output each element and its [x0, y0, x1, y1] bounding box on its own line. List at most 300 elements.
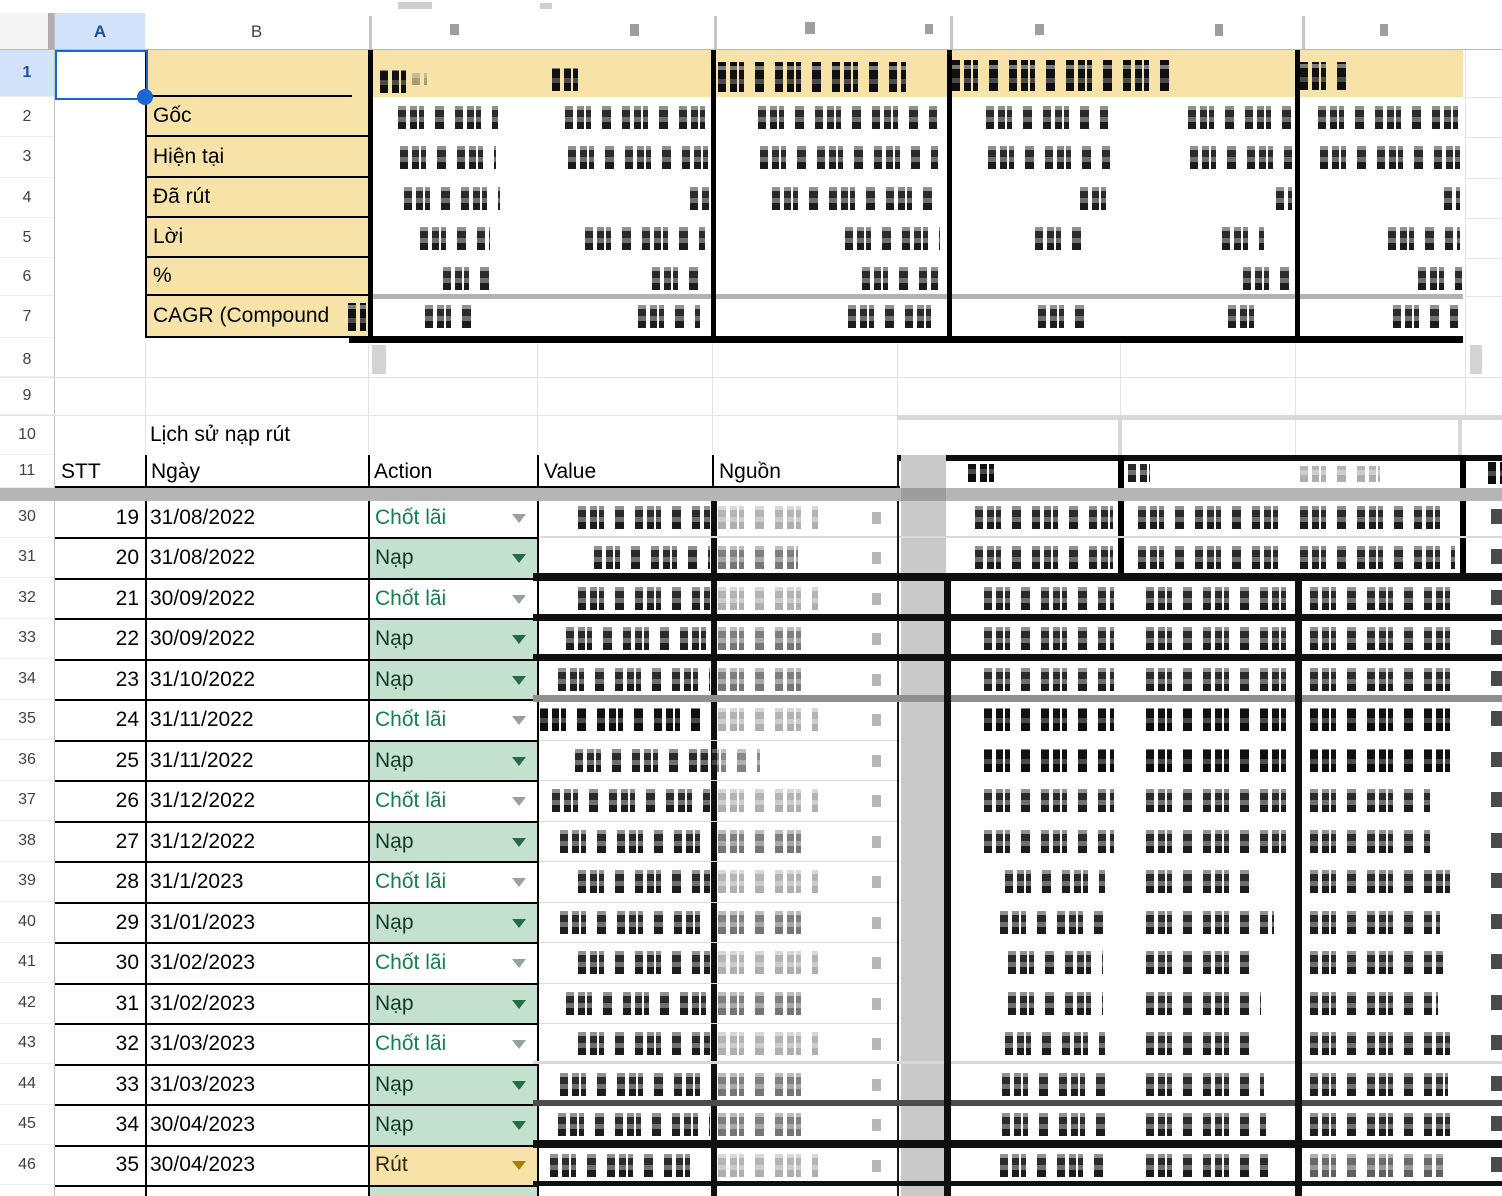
redacted-number — [1310, 708, 1456, 731]
chevron-down-icon[interactable] — [512, 1000, 526, 1009]
history-header-nguon[interactable]: Nguồn — [713, 455, 897, 488]
redacted-number — [1146, 951, 1251, 974]
row-header[interactable]: 43 — [0, 1023, 54, 1064]
redacted-number — [1008, 992, 1103, 1015]
redacted-number — [1146, 1113, 1266, 1136]
chevron-down-icon[interactable] — [512, 595, 526, 604]
redacted-number — [984, 830, 1114, 853]
scroll-remnant — [540, 3, 552, 9]
table-row — [0, 1104, 1502, 1145]
stt-cell[interactable]: 30 — [115, 950, 139, 974]
chevron-down-icon[interactable] — [512, 1040, 526, 1049]
redacted-number — [984, 627, 1114, 650]
redacted-value — [566, 627, 710, 650]
table-row — [0, 1023, 1502, 1064]
table-row — [0, 740, 1502, 781]
table-row — [0, 497, 1502, 538]
box-border — [1295, 50, 1300, 343]
action-dropdown[interactable] — [369, 1023, 539, 1064]
action-dropdown[interactable] — [369, 902, 539, 943]
redacted-source — [718, 870, 818, 893]
redacted-edge — [1491, 995, 1502, 1010]
redacted-number — [1310, 1032, 1450, 1055]
summary-label[interactable]: % — [145, 258, 368, 296]
redacted-source — [718, 587, 818, 610]
redacted-number — [984, 749, 1114, 772]
summary-label[interactable]: Hiện tại — [145, 137, 368, 178]
redacted-edge — [1491, 711, 1502, 726]
stt-cell[interactable]: 31 — [115, 991, 139, 1015]
redacted-value — [594, 546, 710, 569]
row-header[interactable]: 10 — [0, 415, 54, 455]
redacted-number — [1310, 870, 1456, 893]
redacted-column-letter — [805, 22, 815, 34]
date-cell[interactable]: 31/1/2023 — [150, 869, 244, 893]
redacted-value — [578, 951, 710, 974]
row-header[interactable]: 34 — [0, 659, 54, 700]
redacted-mark — [872, 633, 881, 645]
header-separator — [950, 16, 953, 50]
action-label: Nạp — [375, 1112, 414, 1136]
redacted-number — [1000, 1154, 1110, 1177]
chevron-down-icon[interactable] — [512, 1121, 526, 1130]
summary-blank-cell[interactable] — [145, 50, 368, 97]
redacted-number — [1146, 749, 1288, 772]
stt-cell[interactable]: 27 — [115, 829, 139, 853]
action-label: Nạp — [375, 829, 414, 853]
row-header[interactable]: 31 — [0, 537, 54, 578]
stt-cell[interactable]: 33 — [115, 1072, 139, 1096]
table-row — [0, 578, 1502, 619]
redacted-mark — [872, 998, 881, 1010]
chevron-down-icon[interactable] — [512, 919, 526, 928]
redacted-number — [1310, 789, 1430, 812]
redacted-number — [1310, 1073, 1448, 1096]
redacted-mark — [872, 1079, 881, 1091]
row-header[interactable]: 5 — [0, 218, 54, 258]
redacted-edge — [1491, 590, 1502, 605]
row-header[interactable]: 38 — [0, 821, 54, 862]
action-dropdown[interactable] — [369, 821, 539, 862]
redacted-number — [1146, 668, 1288, 691]
summary-label[interactable]: CAGR (Compound — [145, 296, 368, 338]
action-dropdown[interactable] — [369, 1145, 539, 1185]
table-row — [0, 537, 1502, 578]
date-cell[interactable]: 31/11/2022 — [150, 748, 254, 772]
action-label: Nạp — [375, 626, 414, 650]
redacted-number — [1310, 992, 1438, 1015]
redacted-number — [1146, 830, 1288, 853]
redacted-header — [1128, 464, 1150, 482]
redacted-number — [975, 506, 1113, 529]
table-row — [0, 861, 1502, 902]
redacted-edge — [1491, 671, 1502, 686]
row-header[interactable]: 3 — [0, 137, 54, 178]
hidden-rows-divider[interactable] — [0, 488, 1502, 501]
redacted-edge — [1491, 1076, 1502, 1091]
row-header[interactable]: 8 — [0, 343, 54, 377]
history-header-ngay[interactable]: Ngày — [145, 455, 368, 488]
redacted-number — [984, 789, 1114, 812]
redacted-number — [1300, 506, 1450, 529]
date-cell[interactable]: 31/11/2022 — [150, 707, 254, 731]
summary-values-row — [0, 178, 1502, 218]
chevron-down-icon[interactable] — [512, 716, 526, 725]
redacted-edge — [1491, 873, 1502, 888]
date-cell[interactable]: 31/03/2023 — [150, 1072, 256, 1096]
redacted-value — [560, 830, 710, 853]
redacted-source — [718, 506, 818, 529]
redacted-source — [718, 708, 818, 731]
redacted-source — [718, 1073, 803, 1096]
row-header[interactable]: 36 — [0, 740, 54, 781]
summary-label[interactable]: Lời — [145, 218, 368, 258]
row-header[interactable]: 32 — [0, 578, 54, 619]
redacted-number — [1138, 506, 1282, 529]
summary-values-row — [0, 296, 1502, 338]
redacted-edge — [1491, 792, 1502, 807]
redacted-number — [1310, 587, 1456, 610]
redacted-number — [1146, 911, 1274, 934]
redacted-source — [718, 627, 808, 650]
redacted-value — [550, 1154, 690, 1177]
redacted-edge — [1491, 630, 1502, 645]
fill-handle[interactable] — [137, 89, 153, 105]
redacted-value — [558, 1113, 710, 1136]
redacted-column-letter — [1380, 24, 1388, 36]
thick-border — [897, 455, 1502, 461]
redacted-number — [1300, 546, 1455, 569]
action-label: Chốt lãi — [375, 586, 447, 610]
header-separator — [714, 16, 717, 50]
stt-cell[interactable]: 35 — [115, 1153, 139, 1176]
redacted-mark — [872, 552, 881, 564]
action-dropdown[interactable] — [369, 699, 539, 740]
redacted-value — [578, 506, 710, 529]
table-row — [0, 1145, 1502, 1185]
stt-cell[interactable]: 28 — [115, 869, 139, 893]
redacted-value — [578, 1032, 710, 1055]
redacted-value — [578, 587, 710, 610]
row-header[interactable]: 39 — [0, 861, 54, 902]
redacted-edge — [1491, 1157, 1502, 1172]
redacted-mark — [872, 512, 881, 524]
row-header[interactable]: 44 — [0, 1064, 54, 1105]
stt-cell[interactable]: 29 — [115, 910, 139, 934]
spill-marker — [1470, 345, 1482, 374]
redacted-source — [718, 951, 818, 974]
stt-cell[interactable]: 32 — [115, 1031, 139, 1055]
redacted-source — [718, 911, 803, 934]
redacted-number — [984, 587, 1114, 610]
chevron-down-icon[interactable] — [512, 838, 526, 847]
redacted-edge — [1491, 914, 1502, 929]
redacted-number — [984, 708, 1114, 731]
selected-cell-a1[interactable] — [55, 50, 148, 100]
chevron-down-icon[interactable] — [512, 635, 526, 644]
gray-border — [1118, 420, 1122, 455]
chevron-down-icon[interactable] — [512, 878, 526, 887]
action-dropdown[interactable] — [369, 537, 539, 578]
redacted-edge — [1491, 833, 1502, 848]
action-label: Nạp — [375, 545, 414, 569]
partial-row-action-cell — [369, 1187, 539, 1196]
history-header-action[interactable]: Action — [368, 455, 537, 488]
action-label: Nạp — [375, 667, 414, 691]
redacted-value — [552, 789, 710, 812]
redacted-number — [1146, 789, 1288, 812]
row-header[interactable]: 40 — [0, 902, 54, 943]
date-cell[interactable]: 31/08/2022 — [150, 505, 256, 529]
redacted-edge — [1491, 549, 1502, 564]
header-separator — [369, 16, 372, 50]
action-label: Chốt lãi — [375, 788, 447, 812]
chevron-down-icon[interactable] — [512, 797, 526, 806]
redacted-mark — [872, 795, 881, 807]
date-cell[interactable]: 31/10/2022 — [150, 667, 256, 691]
select-all-corner[interactable] — [0, 13, 55, 50]
redacted-source — [718, 830, 803, 853]
redacted-number — [1002, 1113, 1107, 1136]
chevron-down-icon[interactable] — [512, 554, 526, 563]
action-label: Chốt lãi — [375, 505, 447, 529]
redacted-number — [1146, 587, 1288, 610]
redacted-value — [575, 749, 710, 772]
action-label: Chốt lãi — [375, 869, 447, 893]
chevron-down-icon[interactable] — [512, 1081, 526, 1090]
redacted-source — [718, 789, 818, 812]
stt-cell[interactable]: 34 — [115, 1112, 139, 1136]
date-cell[interactable]: 31/02/2023 — [150, 991, 256, 1015]
date-cell[interactable]: 30/04/2023 — [150, 1112, 256, 1136]
summary-values-row — [0, 218, 1502, 258]
history-header-stt[interactable]: STT — [55, 455, 145, 488]
redacted-edge — [1491, 752, 1502, 767]
date-cell[interactable]: 30/04/2023 — [150, 1153, 256, 1176]
action-label: Nạp — [375, 991, 414, 1015]
redacted-source — [718, 668, 808, 691]
summary-values-row — [0, 258, 1502, 296]
redacted-column-letter — [1035, 24, 1044, 35]
stt-cell[interactable]: 22 — [115, 626, 139, 650]
action-dropdown[interactable] — [369, 1104, 539, 1145]
spill-marker — [372, 345, 386, 374]
date-cell[interactable]: 31/01/2023 — [150, 910, 256, 934]
action-label: Rút — [375, 1153, 408, 1176]
date-cell[interactable]: 31/02/2023 — [150, 950, 256, 974]
row-header[interactable]: 1 — [0, 50, 54, 97]
chevron-down-icon[interactable] — [512, 1161, 526, 1170]
redacted-column-letter — [1215, 24, 1223, 36]
date-cell[interactable]: 31/12/2022 — [150, 788, 256, 812]
redacted-number — [984, 668, 1114, 691]
row-header[interactable]: 7 — [0, 296, 54, 338]
date-cell[interactable]: 31/03/2023 — [150, 1031, 256, 1055]
redacted-value — [560, 911, 710, 934]
table-row — [0, 780, 1502, 821]
row-header[interactable]: 30 — [0, 497, 54, 538]
stt-cell[interactable]: 24 — [115, 707, 139, 731]
action-dropdown[interactable] — [369, 578, 539, 619]
date-cell[interactable]: 31/12/2022 — [150, 829, 256, 853]
redacted-column-letter — [925, 24, 933, 34]
action-label: Chốt lãi — [375, 707, 447, 731]
row-header[interactable]: 46 — [0, 1145, 54, 1185]
stt-cell[interactable]: 21 — [115, 586, 139, 610]
redacted-number — [1146, 870, 1256, 893]
action-dropdown[interactable] — [369, 659, 539, 700]
history-section-title[interactable]: Lịch sử nạp rút — [150, 423, 291, 446]
row-header[interactable]: 9 — [0, 377, 54, 415]
box-border — [711, 50, 716, 343]
summary-label[interactable]: Gốc — [145, 97, 368, 137]
redacted-number — [1146, 708, 1288, 731]
redacted-number — [1000, 911, 1112, 934]
column-header-a[interactable]: A — [55, 13, 145, 50]
action-label: Nạp — [375, 910, 414, 934]
action-label: Chốt lãi — [375, 1031, 447, 1055]
redacted-number — [1146, 1073, 1264, 1096]
action-dropdown[interactable] — [369, 861, 539, 902]
action-dropdown[interactable] — [369, 618, 539, 659]
redacted-mark — [872, 593, 881, 605]
summary-values-row — [0, 137, 1502, 177]
redacted-header — [968, 464, 998, 482]
redacted-value — [566, 992, 710, 1015]
redacted-edge — [1491, 1035, 1502, 1050]
redacted-mark — [872, 957, 881, 969]
action-label: Chốt lãi — [375, 950, 447, 974]
action-dropdown[interactable] — [369, 1064, 539, 1105]
redacted-mark — [872, 1160, 881, 1172]
redacted-number — [1146, 1032, 1254, 1055]
redacted-number — [1005, 1032, 1105, 1055]
redacted-number — [975, 546, 1113, 569]
stt-cell[interactable]: 19 — [115, 505, 139, 529]
redacted-header — [1488, 462, 1502, 484]
chevron-down-icon[interactable] — [512, 676, 526, 685]
redacted-number — [1310, 749, 1456, 772]
gray-border — [897, 415, 1502, 420]
column-header-b[interactable]: B — [145, 13, 368, 50]
date-cell[interactable]: 31/08/2022 — [150, 545, 256, 569]
row-header[interactable]: 45 — [0, 1104, 54, 1145]
redacted-number — [1005, 870, 1105, 893]
chevron-down-icon[interactable] — [512, 514, 526, 523]
row-header[interactable]: 35 — [0, 699, 54, 740]
redacted-number — [1310, 911, 1440, 934]
action-label: Nạp — [375, 1072, 414, 1096]
hidden-rows-divider-dark — [901, 488, 946, 501]
row-header[interactable]: 33 — [0, 618, 54, 659]
scroll-remnant — [398, 2, 432, 9]
stt-cell[interactable]: 23 — [115, 667, 139, 691]
stt-cell[interactable]: 20 — [115, 545, 139, 569]
redacted-edge — [1491, 1116, 1502, 1131]
redacted-source — [700, 749, 760, 772]
action-dropdown[interactable] — [369, 983, 539, 1024]
redacted-mark — [872, 674, 881, 686]
redacted-number — [1310, 627, 1456, 650]
redacted-number — [1310, 1113, 1450, 1136]
action-dropdown[interactable] — [369, 942, 539, 983]
redacted-number — [1146, 1154, 1271, 1177]
chevron-down-icon[interactable] — [512, 959, 526, 968]
redacted-number — [1002, 1073, 1107, 1096]
row-header[interactable]: 11 — [0, 455, 54, 488]
row-header[interactable]: 4 — [0, 178, 54, 218]
action-dropdown[interactable] — [369, 497, 539, 538]
redacted-value — [540, 708, 710, 731]
chevron-down-icon[interactable] — [512, 757, 526, 766]
redacted-header — [1300, 466, 1380, 482]
action-dropdown[interactable] — [369, 740, 539, 781]
redacted-source — [718, 1113, 803, 1136]
summary-values-row — [0, 97, 1502, 137]
redacted-source — [718, 992, 803, 1015]
redacted-mark — [872, 836, 881, 848]
row-header[interactable]: 37 — [0, 780, 54, 821]
box-border — [368, 50, 373, 343]
gray-border — [1458, 420, 1462, 455]
table-row — [0, 1064, 1502, 1105]
redacted-edge — [1491, 954, 1502, 969]
stt-cell[interactable]: 25 — [115, 748, 139, 772]
summary-label[interactable]: Đã rút — [145, 178, 368, 218]
table-row — [0, 618, 1502, 659]
redacted-column-letter — [630, 24, 639, 36]
redacted-source — [718, 1154, 818, 1177]
redacted-number — [1146, 627, 1288, 650]
redacted-number — [1138, 546, 1282, 569]
redacted-value — [578, 870, 710, 893]
box-border — [947, 50, 952, 343]
row-header[interactable]: 6 — [0, 258, 54, 296]
redacted-mark — [872, 917, 881, 929]
redacted-number — [1310, 951, 1445, 974]
table-row — [0, 902, 1502, 943]
redacted-mark — [872, 755, 881, 767]
redacted-value — [560, 1073, 710, 1096]
table-row — [0, 983, 1502, 1024]
action-dropdown[interactable] — [369, 780, 539, 821]
redacted-edge — [1491, 509, 1502, 524]
history-header-value[interactable]: Value — [538, 455, 712, 488]
redacted-value — [558, 668, 710, 691]
table-row — [0, 821, 1502, 862]
action-label: Nạp — [375, 748, 414, 772]
header-separator — [1302, 16, 1305, 50]
stt-cell[interactable]: 26 — [115, 788, 139, 812]
redacted-number — [1310, 1154, 1445, 1177]
row-header[interactable]: 2 — [0, 97, 54, 137]
redacted-mark — [872, 1119, 881, 1131]
box-border-bottom — [349, 336, 1463, 343]
redacted-number — [1310, 830, 1430, 853]
redacted-number — [1310, 668, 1456, 691]
table-row — [0, 942, 1502, 983]
table-row — [0, 659, 1502, 700]
redacted-mark — [872, 876, 881, 888]
redacted-number — [1146, 992, 1261, 1015]
redacted-number — [1008, 951, 1103, 974]
redacted-mark — [872, 1038, 881, 1050]
row-header[interactable]: 42 — [0, 983, 54, 1024]
redacted-source — [718, 1032, 818, 1055]
row-header[interactable]: 41 — [0, 942, 54, 983]
date-cell[interactable]: 30/09/2022 — [150, 626, 256, 650]
date-cell[interactable]: 30/09/2022 — [150, 586, 256, 610]
